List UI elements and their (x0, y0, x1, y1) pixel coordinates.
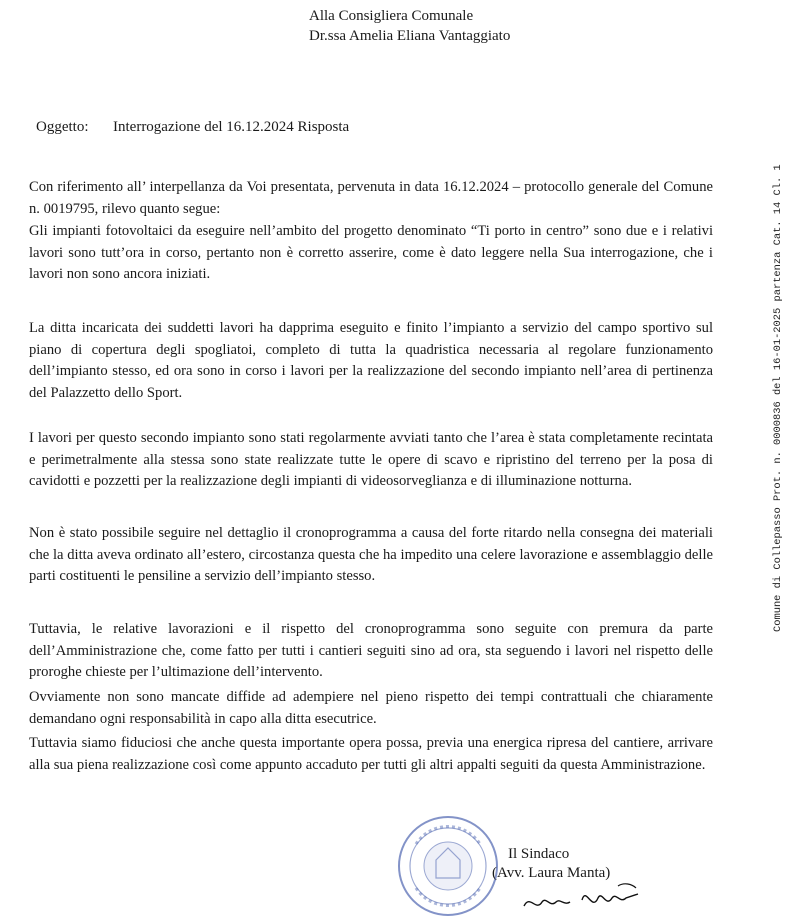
body-paragraph-8: Tuttavia siamo fiduciosi che anche questa importante opera possa, previa una energica ripresa del cantiere, arrivare alla sua piena realizzazione così come appunto accaduto per tutti gli altri appalti seguiti da questa Amministrazione. (29, 735, 713, 773)
signature-name: (Avv. Laura Manta) (492, 865, 611, 881)
municipal-seal-icon (396, 814, 500, 918)
subject-line (36, 117, 349, 137)
subject-label: Oggetto: (36, 119, 89, 135)
body-paragraph-5: Non è stato possibile seguire nel dettaglio il cronoprogramma a causa del forte ritardo nella consegna dei materiali che la ditta aveva ordinato all’estero, circostanza questa che ha impedito una celere lavorazione e assemblaggio delle parti costituenti le pensiline a servizio dell’impianto stesso. (29, 525, 713, 585)
handwritten-signature-icon (520, 872, 650, 916)
body-paragraph-4: I lavori per questo secondo impianto sono stati regolarmente avviati tanto che l’area è stata completamente recintata e perimetralmente alla stessa sono state realizzate tutte le opere di scavo e ripristino del terreno per la posa di cavidotti e pozzetti per la realizzazione degli impianti di videosorveglianza e di illuminazione notturna. (29, 430, 713, 490)
subject-text: Interrogazione del 16.12.2024 Risposta (113, 119, 350, 135)
recipient-block (309, 6, 510, 46)
body-paragraph-6: Tuttavia, le relative lavorazioni e il rispetto del cronoprogramma sono seguite con premura da parte dell’Amministrazione che, come fatto per tutti i cantieri seguiti sino ad ora, sta seguendo i lavori nel rispetto delle proroghe chieste per l’ultimazione dell’intervento. (29, 621, 713, 681)
body-paragraph-1: Con riferimento all’ interpellanza da Voi presentata, pervenuta in data 16.12.2024 – protocollo generale del Comune n. 0019795, rilevo quanto segue: (29, 179, 713, 217)
protocol-stamp: Comune di Collepasso Prot. n. 0000836 del 16-01-2025 partenza Cat. 14 Cl. 1 (772, 164, 784, 632)
body-paragraph-2: Gli impianti fotovoltaici da eseguire nell’ambito del progetto denominato “Ti porto in centro” sono due e i relativi lavori sono tutt’ora in corso, pertanto non è corretto asserire, come è dato leggere nella Sua interrogazione, che i lavori non sono ancora iniziati. (29, 223, 713, 283)
body-paragraph-3: La ditta incaricata dei suddetti lavori ha dapprima eseguito e finito l’impianto a servizio del campo sportivo sul piano di copertura degli spogliatoi, completo di tutta la quadristica necessaria al regolare funzionamento dell’impianto stesso, ed ora sono in corso i lavori per la realizzazione del secondo impianto nell’area di pertinenza del Palazzetto dello Sport. (29, 320, 713, 401)
recipient-line-1: Alla Consigliera Comunale (309, 8, 474, 24)
recipient-line-2: Dr.ssa Amelia Eliana Vantaggiato (309, 28, 511, 44)
body-paragraph-7: Ovviamente non sono mancate diffide ad adempiere nel pieno rispetto dei tempi contrattuali che chiaramente demandano ogni responsabilità in capo alla ditta esecutrice. (29, 689, 713, 727)
signature-title: Il Sindaco (508, 846, 570, 862)
